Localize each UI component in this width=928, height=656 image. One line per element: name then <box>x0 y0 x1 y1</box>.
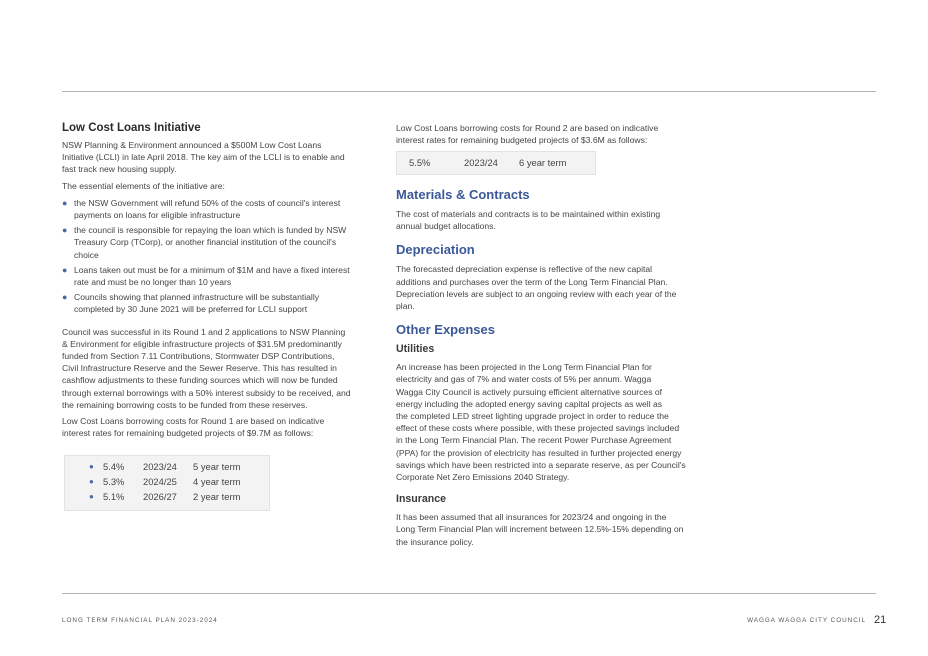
materials-paragraph: The cost of materials and contracts is to be maintained within existing annual budget allocations. <box>396 209 661 232</box>
materials-contracts-heading: Materials & Contracts <box>396 187 530 202</box>
insurance-paragraph: It has been assumed that all insurances for 2023/24 and ongoing in the Long Term Financial Plan will increment between 12.5%-15% depending on the insurance policy. <box>396 512 684 547</box>
bullet-icon: ● <box>62 225 68 236</box>
round1-rates-box: ● 5.4% 2023/24 5 year term ● 5.3% 2024/25 4 year term ● 5.1% 2026/27 2 year term <box>64 455 270 511</box>
footer-council-name: WAGGA WAGGA CITY COUNCIL <box>747 617 866 624</box>
bullet-icon: ● <box>89 492 94 501</box>
elements-intro: The essential elements of the initiative are: <box>62 180 225 191</box>
round2-rate-box: 5.5% 2023/24 6 year term <box>396 151 596 175</box>
bullet-icon: ● <box>62 292 68 303</box>
depreciation-heading: Depreciation <box>396 242 475 258</box>
left-column <box>62 122 382 439</box>
bullet-icon: ● <box>62 197 68 208</box>
top-rule <box>62 91 876 92</box>
page-number: 21 <box>874 614 887 626</box>
list-item: ● Councils showing that planned infrastructure will be substantially completed by 30 June 2021 will be preferred for LCLI support <box>62 292 320 315</box>
bottom-rule <box>62 593 876 594</box>
initiative-bullet-list <box>62 197 382 316</box>
low-cost-loans-heading: Low Cost Loans Initiative <box>62 122 201 134</box>
list-item: ● the NSW Government will refund 50% of the costs of council's interest payments on loans for eligible infrastructure <box>62 197 341 221</box>
round1-costs-paragraph: Low Cost Loans borrowing costs for Round 1 are based on indicative interest rates for remaining budgeted projects of $9.7M as follows: <box>62 416 325 439</box>
depreciation-paragraph: The forecasted depreciation expense is reflective of the new capital additions and purchases over the term of the Long Term Financial Plan. Depreciation levels are subject to an ongoing review with each year of the plan. <box>396 264 677 312</box>
other-expenses-heading: Other Expenses <box>396 322 495 338</box>
intro-paragraph: NSW Planning & Environment announced a $500M Low Cost Loans Initiative (LCLI) in late April 2018. The key aim of the LCLI is to enable and fast track new housing supply. <box>62 140 345 175</box>
round2-costs-paragraph: Low Cost Loans borrowing costs for Round 2 are based on indicative interest rates for remaining budgeted projects of $3.6M as follows: <box>396 123 659 146</box>
list-item: ● Loans taken out must be for a minimum of $1M and have a fixed interest rate and must be no longer than 10 years <box>62 264 350 288</box>
utilities-paragraph: An increase has been projected in the Long Term Financial Plan for electricity and gas of 7% and water costs of 5% per annum. Wagga Wagga City Council is actively pursuing efficient alternative sources of energy including the adopted energy saving capital projects as well as the completed LED street lighting upgrade project in order to reduce the effect of these costs where possible, with these projected savings included in the Long Term Financial Plan. The recent Power Purchase Agreement (PPA) for the provision of electricity has resulted in further projected energy savings which have been restricted into a separate reserve, as per Council's Corporate Net Zero Emissions 2040 Strategy. <box>396 362 686 483</box>
bullet-icon: ● <box>62 264 68 275</box>
bullet-icon: ● <box>89 462 94 471</box>
round-applications-paragraph: Council was successful in its Round 1 and 2 applications to NSW Planning & Environment for eligible infrastructure projects of $31.5M predominantly funded from Section 7.11 Contributions, Stormwater DSP Contributions, Civil Infrastructure Reserve and the Sewer Reserve. This has resulted in cashflow adjustments to these funding sources which will now be funded through external borrowings with a 50% interest subsidy to be received, and the remaining borrowing costs to be funded from these reserves. <box>62 326 351 410</box>
utilities-heading: Utilities <box>396 343 435 356</box>
right-column-body <box>396 187 726 548</box>
bullet-icon: ● <box>89 477 94 486</box>
insurance-heading: Insurance <box>396 493 447 506</box>
footer-document-title: LONG TERM FINANCIAL PLAN 2023-2024 <box>62 617 218 624</box>
list-item: ● the council is responsible for repaying the loan which is funded by NSW Treasury Corp (TCorp), or another financial institution of the council's choice <box>62 225 347 260</box>
right-column <box>396 122 726 146</box>
